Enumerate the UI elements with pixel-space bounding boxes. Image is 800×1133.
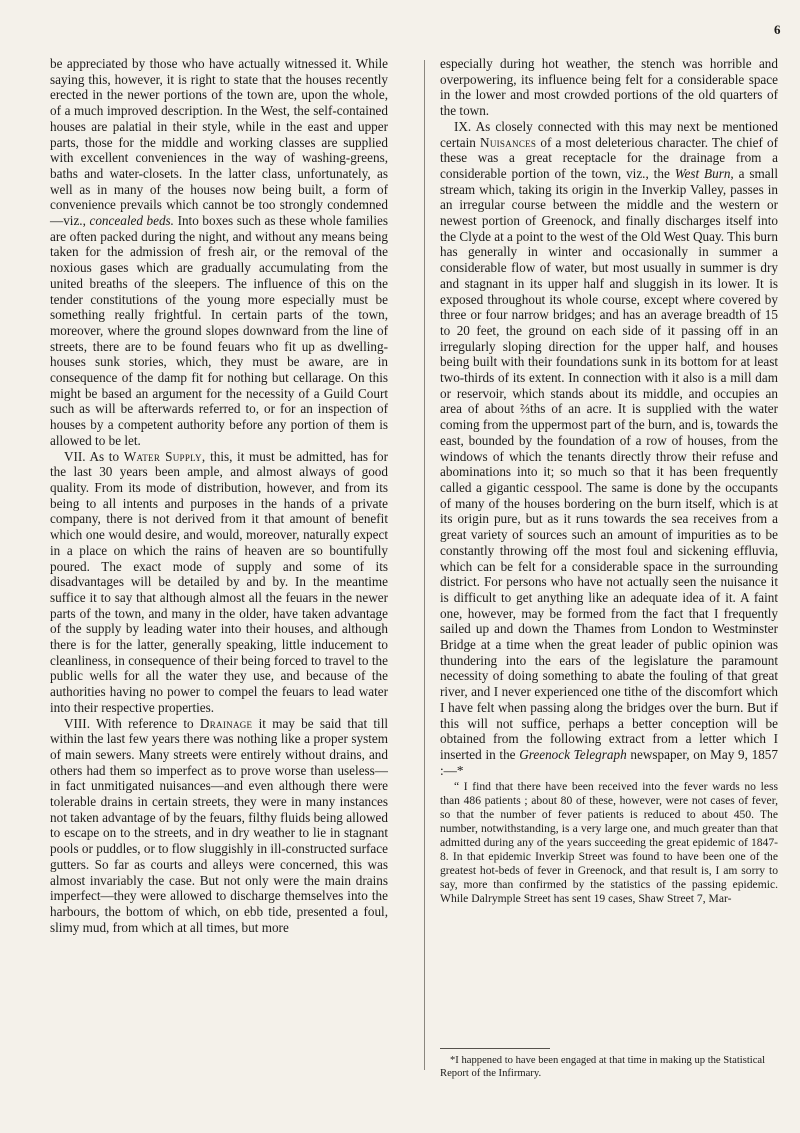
newspaper-title: Greenock Telegraph <box>519 746 627 762</box>
housing-text-continued: Into boxes such as these whole families are often packed during the night, and without any means being taken for the admission of fresh air, or the removal of the noxious gases which are gradually accumulating from the united breaths of the sleepers. The influence of this on the tender constitutions of the young more especially must be something really frightful. In certain parts of the town, moreover, where the ground slopes downward from the line of streets, there are to be found feuars who fit up as dwelling-houses sunk stories, which, they must be aware, are in consequence of the damp fit for nothing but cellarage. On this might be based an argument for the necessity of a Guild Court such as will be afterwards referred to, or for an inspection of houses by a competent authority before any portion of them is allowed to be let. <box>50 213 388 448</box>
west-burn-term: West Burn, <box>674 165 734 181</box>
page-number: 6 <box>774 22 781 37</box>
stench-text: especially during hot weather, the stench was horrible and overpowering, its influence being felt for a considerable space in the lower and most crowded portions of the old quarters of the town. <box>440 56 778 119</box>
footnote-divider <box>440 1048 550 1049</box>
water-supply-text: this, it must be admitted, has for the last 30 years been ample, and almost always of good quality. From its mode of distribution, however, and from its being to all intents and purposes in the hands of a private company, there is not derived from it that amount of benefit which one would desire, and would, moreover, naturally expect in a place on which the rains of heaven are so bountifully poured. The exact mode of supply and some of its disadvantages will be detailed by and by. In the meantime suffice it to say that although almost all the feuars in the newer parts of the town, and many in the older, have taken advantage of the supply by leading water into their houses, and although there is for the latter, generally speaking, little inducement to cleanliness, in consequence of their being forced to travel to the public wells for all the water they use, and because of the authorities having no power to compel the feuars to lead water into their respective properties. <box>50 448 389 715</box>
nuisances-text-continued: a small stream which, taking its origin in the Inverkip Valley, passes in an irregular course between the middle and the western or newest portion of Greenock, and finally discharges itself into the Clyde at a point to the west of the Old West Quay. This burn has generally in winter and occasionally in summer a considerable flow of water, but most usually in summer is dry and stagnant in its upper half and sluggish in its lower. It is exposed throughout its whole course, except where covered by three or four narrow bridges; and has an average breadth of 15 to 20 feet, the ground on each side of it passing off in an irregularly sloping direction for the upper half, and houses being built with their foundations sunk in its bottom for at least two-thirds of its extent. In connection with it also is a mill dam or reservoir, which stands about its middle, and occupies an area of about ⅔ths of an acre. It is supplied with the water coming from the uppermost part of the burn, and is, towards the east, bounded by the foundation of a row of houses, from the windows of which the tenants directly throw their refuse and abominations into it; so much so that it has been frequently called a gigantic cesspool. The same is done by the occupants of many of the houses bordering on the burn itself, which is at its origin pure, but as it runs towards the sea receives from a great variety of sources such an amount of impurities as to be constantly throwing off the most foul and sickening effluvia, which can be felt for a considerable space in the surrounding district. For persons who have not actually seen the nuisance it is difficult to get anything like an adequate idea of it. A faint one, however, may be formed from the fact that I frequently sailed up and down the Thames from London to Westminster Bridge at a time when the great leader of public opinion was thundering into the ears of the legislature the paramount necessity of doing something to abate the fouling of that great river, and I never experienced one tithe of the discomfort which I have felt when passing along the bridges over the burn. But if this will not suffice, perhaps a better conception will be obtained from the following extract from a letter which I inserted in the <box>440 165 778 762</box>
paragraph-water-supply <box>50 449 388 716</box>
left-column <box>50 56 388 935</box>
quoted-letter: “ I find that there have been received into the fever wards no less than 486 patients ; about 80 of these, however, were not cases of fever, so that the number of fever patients is reduced to about 450. The number, notwithstanding, is a very large one, and much greater than that admitted during any of the years succeeding the great epidemic of 1847-8. In that epidemic Inverkip Street was found to have been one of the greatest hot-beds of fever in Greenock, and that result is, I am sorry to say, more than confirmed by the statistics of the passing epidemic. While Dalrymple Street has sent 19 cases, Shaw Street 7, Mar- <box>440 780 778 906</box>
column-divider <box>424 60 425 1070</box>
paragraph-stench <box>440 56 778 119</box>
drainage-text: it may be said that till within the last few years there was nothing like a proper system of main sewers. Many streets were entirely without drains, and others had them so imperfect as to prove worse than useless—in fact unmitigated nuisances—and even although there were tolerable drains in certain streets, they were in many instances not taken advantage of by the feuars, filthy fluids being allowed to escape on to the streets, and in dry weather to lie in stagnant pools or puddles, or to flow sluggishly in ill-constructed surface gutters. So far as courts and alleys were concerned, this was almost invariably the case. But not only were the main drains imperfect—they were allowed to discharge themselves into the harbours, the bottom of which, on ebb tide, presented a foul, slimy mud, from which at all times, but more <box>50 715 389 935</box>
heading-drainage: Drainage <box>199 715 253 731</box>
section-number-vii: VII. As to <box>64 448 120 464</box>
footnote: *I happened to have been engaged at that time in making up the Statistical Report of the Infirmary. <box>440 1055 766 1079</box>
paragraph-drainage <box>50 716 388 936</box>
nuisances-text-end: newspaper, on May 9, 1857 :—* <box>440 746 778 778</box>
section-number-viii: VIII. With reference to <box>64 715 194 731</box>
nuisances-text: of a most deleterious character. The chief of these was a great receptacle for the drainage from a considerable portion of the town, viz., the <box>440 134 779 181</box>
housing-text: be appreciated by those who have actually witnessed it. While saying this, however, it is right to state that the houses recently erected in the newer portions of the town are, upon the whole, of a much improved description. In the West, the self-contained houses are palatial in their style, while in the east and upper parts, those for the middle and working classes are supplied with excellent conveniences in the way of washing-greens, baths and water-closets. In the latter class, unfortunately, as well as in many of the houses now being built, a form of convenience prevails which cannot be too strongly condemned—viz., <box>50 56 388 229</box>
section-number-ix: IX. As closely connected with this may next be mentioned certain <box>440 118 778 150</box>
paragraph-nuisances <box>440 119 778 779</box>
heading-water-supply: Water Supply, <box>123 448 206 464</box>
paragraph-housing <box>50 56 388 449</box>
concealed-beds-term: concealed beds. <box>89 213 174 229</box>
heading-nuisances: Nuisances <box>480 134 537 150</box>
right-column <box>440 56 778 906</box>
